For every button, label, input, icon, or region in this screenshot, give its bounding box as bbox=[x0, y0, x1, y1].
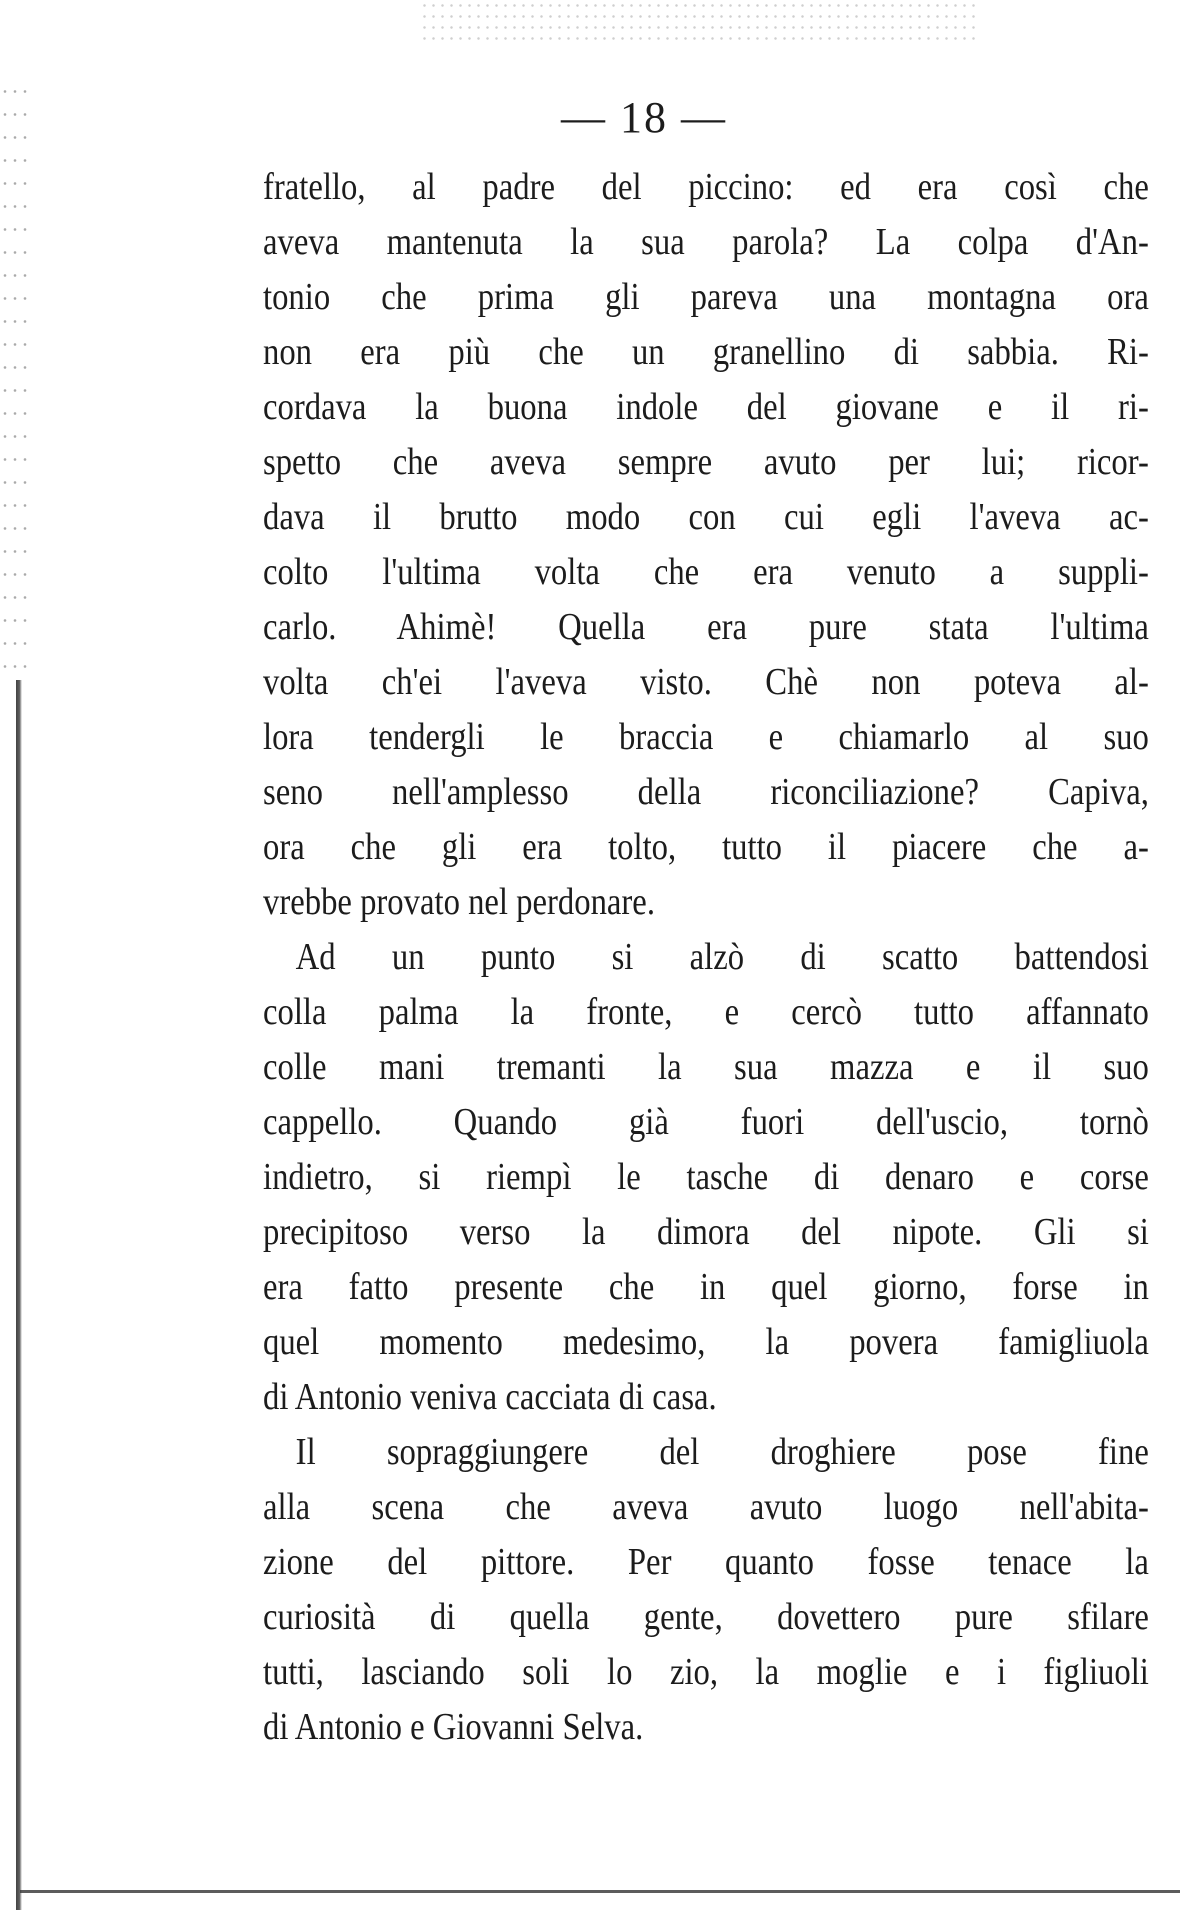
scan-noise-gutter bbox=[0, 80, 30, 680]
text-line: aveva mantenuta la sua parola? La colpa d'An- bbox=[263, 221, 1149, 263]
body-text bbox=[263, 160, 1151, 1755]
text-line: indietro, si riempì le tasche di denaro e corse bbox=[263, 1156, 1149, 1198]
paragraph bbox=[263, 930, 1151, 1425]
text-line: dava il brutto modo con cui egli l'aveva ac- bbox=[263, 496, 1149, 538]
text-line: non era più che un granellino di sabbia. Ri- bbox=[263, 331, 1149, 373]
text-line: zione del pittore. Per quanto fosse tenace la bbox=[263, 1541, 1149, 1583]
text-line: colle mani tremanti la sua mazza e il suo bbox=[263, 1046, 1149, 1088]
paragraph bbox=[263, 160, 1151, 930]
text-line: precipitoso verso la dimora del nipote. Gli si bbox=[263, 1211, 1149, 1253]
text-line: di Antonio veniva cacciata di casa. bbox=[263, 1376, 717, 1418]
text-line: ora che gli era tolto, tutto il piacere che a- bbox=[263, 826, 1149, 868]
text-line: Ad un punto si alzò di scatto battendosi bbox=[295, 936, 1149, 978]
paragraph bbox=[263, 1425, 1151, 1755]
text-line: alla scena che aveva avuto luogo nell'abita- bbox=[263, 1486, 1149, 1528]
text-line: seno nell'amplesso della riconciliazione? Capiva, bbox=[263, 771, 1149, 813]
page-binding-edge bbox=[16, 680, 22, 1910]
text-line: carlo. Ahimè! Quella era pure stata l'ultima bbox=[263, 606, 1149, 648]
text-line: era fatto presente che in quel giorno, forse in bbox=[263, 1266, 1149, 1308]
text-line: colto l'ultima volta che era venuto a suppli- bbox=[263, 551, 1149, 593]
text-line: colla palma la fronte, e cercò tutto affannato bbox=[263, 991, 1149, 1033]
text-line: volta ch'ei l'aveva visto. Chè non poteva al- bbox=[263, 661, 1149, 703]
text-line: tonio che prima gli pareva una montagna ora bbox=[263, 276, 1149, 318]
page-bottom-edge bbox=[20, 1890, 1180, 1893]
page-number: — 18 — bbox=[561, 93, 727, 142]
text-line: quel momento medesimo, la povera famigliuola bbox=[263, 1321, 1149, 1363]
text-line: spetto che aveva sempre avuto per lui; ricor- bbox=[263, 441, 1149, 483]
text-line: lora tendergli le braccia e chiamarlo al suo bbox=[263, 716, 1149, 758]
scan-noise-top bbox=[420, 0, 980, 40]
text-line: vrebbe provato nel perdonare. bbox=[263, 881, 655, 923]
text-line: curiosità di quella gente, dovettero pure sfilare bbox=[263, 1596, 1149, 1638]
text-line: tutti, lasciando soli lo zio, la moglie e i figliuoli bbox=[263, 1651, 1149, 1693]
text-line: cordava la buona indole del giovane e il ri- bbox=[263, 386, 1149, 428]
text-line: di Antonio e Giovanni Selva. bbox=[263, 1706, 644, 1748]
text-line: Il sopraggiungere del droghiere pose fine bbox=[295, 1431, 1149, 1473]
text-line: fratello, al padre del piccino: ed era così che bbox=[263, 166, 1149, 208]
text-line: cappello. Quando già fuori dell'uscio, tornò bbox=[263, 1101, 1149, 1143]
